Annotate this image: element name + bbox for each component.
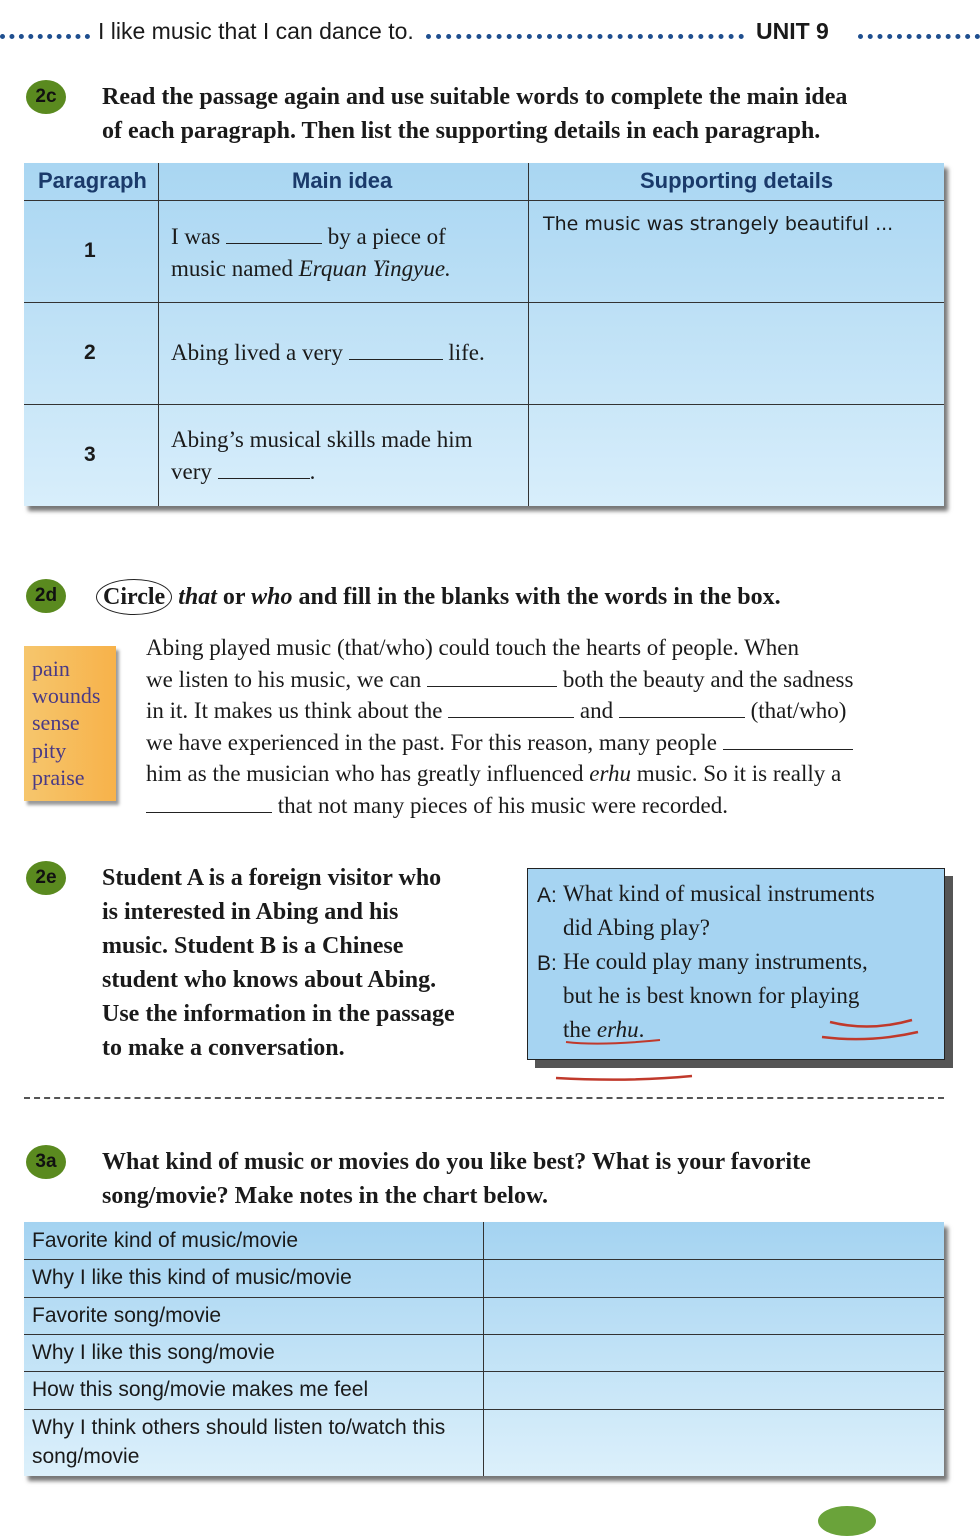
header-dots-middle	[426, 34, 744, 39]
chart-row-label: Why I like this kind of music/movie	[32, 1266, 352, 1289]
passage-line	[146, 664, 936, 696]
text: and fill in the blanks with the words in the box.	[298, 584, 781, 610]
header-main-idea: Main idea	[292, 168, 393, 193]
header-paragraph: Paragraph	[38, 168, 147, 193]
text: I was	[171, 224, 221, 249]
text: we have experienced in the past. For this reason, many people	[146, 729, 717, 755]
instruction-3a	[102, 1145, 811, 1213]
text: him as the musician who has greatly influenced	[146, 761, 584, 786]
text: Abing lived a very	[171, 340, 343, 365]
notes-chart	[24, 1222, 944, 1476]
word-item: wounds	[32, 683, 101, 708]
text: we listen to his music, we can	[146, 666, 422, 692]
text: Abing’s musical skills made him	[171, 427, 473, 452]
passage-line	[146, 727, 936, 759]
instruction-2d	[96, 579, 781, 615]
speaker-b-line: but he is best known for playing	[563, 983, 860, 1008]
chart-divider	[24, 1334, 944, 1335]
header-title: I like music that I can dance to.	[98, 18, 414, 44]
text: music named	[171, 256, 293, 281]
chart-divider	[483, 1222, 484, 1476]
speaker-a-line: What kind of musical instruments	[563, 881, 875, 906]
instruction-line: What kind of music or movies do you like best? What is your favorite	[102, 1149, 811, 1175]
page-number-badge	[818, 1506, 876, 1536]
header-supporting-details: Supporting details	[640, 168, 834, 193]
text: in it. It makes us think about the	[146, 698, 443, 723]
chart-divider	[24, 1259, 944, 1260]
text: the	[563, 1017, 592, 1042]
speaker-b-line: He could play many instruments,	[563, 949, 868, 974]
word-item: pain	[32, 656, 70, 681]
instruction-2c-line2: of each paragraph. Then list the supporting details in each paragraph.	[102, 118, 821, 144]
header-dots-left	[0, 34, 90, 39]
text: and	[579, 698, 614, 723]
text: by a piece of	[327, 224, 446, 249]
pen-underline	[566, 1040, 660, 1044]
table-divider	[24, 302, 944, 303]
chart-row-label: How this song/movie makes me feel	[32, 1378, 369, 1401]
answer-blank[interactable]	[427, 666, 557, 687]
instruction-line: to make a conversation.	[102, 1035, 345, 1061]
main-idea-2	[171, 337, 485, 369]
text: or	[222, 584, 246, 610]
chart-divider	[24, 1297, 944, 1298]
text: both the beauty and the sadness	[562, 666, 854, 692]
text: who	[251, 584, 293, 610]
notes-input[interactable]	[490, 1413, 936, 1473]
text: .	[638, 1017, 645, 1042]
badge-2d: 2d	[26, 579, 66, 613]
word-item: sense	[32, 710, 80, 735]
text: that not many pieces of his music were recorded.	[277, 792, 729, 818]
pen-underline	[556, 1076, 692, 1080]
word-item: praise	[32, 765, 85, 790]
instruction-2c	[102, 80, 847, 148]
instruction-line: is interested in Abing and his	[102, 899, 399, 925]
instruction-line: Use the information in the passage	[102, 1001, 455, 1027]
chart-row-label: Why I think others should listen to/watch this	[32, 1416, 446, 1439]
red-pen-marks	[540, 1010, 940, 1085]
main-idea-table	[24, 163, 944, 506]
passage-line: Abing played music (that/who) could touch the hearts of people. When	[146, 635, 799, 660]
text: .	[309, 459, 316, 484]
badge-2c: 2c	[26, 80, 66, 114]
chart-row-label: Favorite kind of music/movie	[32, 1229, 299, 1252]
answer-blank[interactable]	[448, 697, 574, 718]
table-divider	[158, 163, 159, 506]
chart-row-label: Why I like this song/movie	[32, 1341, 275, 1364]
row-number: 3	[84, 443, 96, 466]
answer-blank[interactable]	[349, 339, 443, 360]
speaker-b-label: B:	[537, 952, 557, 975]
unit-label: UNIT 9	[756, 18, 829, 44]
circle-word: Circle	[96, 579, 172, 615]
row-number: 1	[84, 239, 96, 262]
header-dots-right	[858, 34, 980, 39]
instruction-line: Student A is a foreign visitor who	[102, 865, 442, 891]
instruction-2e	[102, 861, 455, 1065]
pen-underline	[830, 1020, 912, 1027]
passage-line	[146, 758, 936, 790]
page-header	[0, 18, 980, 52]
text: life.	[448, 340, 485, 365]
notes-input[interactable]	[490, 1263, 936, 1293]
pen-underline	[822, 1032, 918, 1039]
speaker-a-label: A:	[537, 884, 557, 907]
notes-input[interactable]	[490, 1301, 936, 1331]
instruction-line: song/movie? Make notes in the chart below.	[102, 1183, 548, 1209]
notes-input[interactable]	[490, 1338, 936, 1368]
answer-blank[interactable]	[226, 223, 322, 244]
notes-input[interactable]	[490, 1375, 936, 1405]
section-divider	[24, 1097, 944, 1099]
table-divider	[24, 404, 944, 405]
answer-blank[interactable]	[619, 697, 745, 718]
badge-2e: 2e	[26, 861, 66, 895]
text: erhu	[596, 1017, 639, 1042]
speaker-a-line: did Abing play?	[563, 915, 710, 940]
word-item: pity	[32, 738, 67, 763]
passage-line	[146, 695, 936, 727]
badge-3a: 3a	[26, 1145, 66, 1179]
table-divider	[528, 163, 529, 506]
instruction-2c-line1: Read the passage again and use suitable words to complete the main idea	[102, 84, 848, 110]
text: very	[171, 459, 212, 484]
answer-blank[interactable]	[146, 792, 272, 813]
text: music. So it is really a	[636, 761, 842, 786]
text: erhu	[589, 761, 632, 786]
supporting-details-1: The music was strangely beautiful ...	[543, 213, 894, 235]
table-divider	[24, 200, 944, 201]
answer-blank[interactable]	[218, 458, 310, 479]
music-title: Erquan Yingyue.	[298, 256, 451, 281]
text: that	[178, 584, 217, 610]
instruction-line: student who knows about Abing.	[102, 967, 437, 993]
main-idea-1	[171, 221, 451, 285]
chart-row-label: Favorite song/movie	[32, 1304, 222, 1327]
text: (that/who)	[750, 698, 847, 723]
passage-line	[146, 790, 936, 822]
instruction-line: music. Student B is a Chinese	[102, 933, 404, 959]
main-idea-3	[171, 424, 473, 488]
chart-divider	[24, 1371, 944, 1372]
word-box	[24, 646, 116, 801]
passage-2d	[146, 632, 936, 821]
chart-divider	[24, 1409, 944, 1410]
notes-input[interactable]	[490, 1226, 936, 1256]
answer-blank[interactable]	[723, 729, 853, 750]
row-number: 2	[84, 341, 96, 364]
chart-row-label: song/movie	[32, 1445, 140, 1468]
